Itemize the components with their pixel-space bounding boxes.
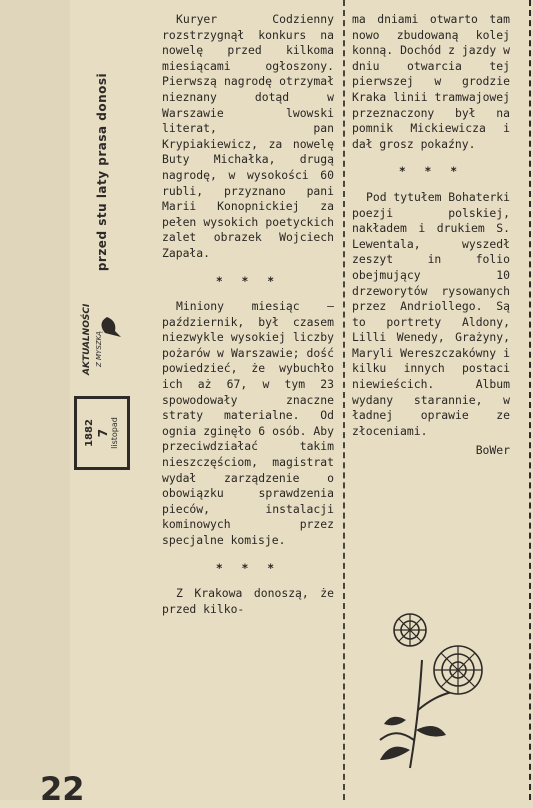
paragraph-pozary: Miniony miesiąc — październik, był czasem niezwykle wysokiej liczby pożarów w Warszawie; dość powiedzieć, że wybuchło ich aż 67, w tym 23 spowodowały znaczne straty materialne. Od ognia zginęło 6 osób. Aby przeciwdziałać takim nieszczęściom, magistrat wydał zarządzenie o obowiązku sprawdzenia pieców, instalacji kominowych przez specjalne komisje. [162, 299, 334, 547]
date-month: listopad [110, 417, 119, 449]
svg-text:Z MYSZKĄ: Z MYSZKĄ [95, 331, 103, 367]
paragraph-krakow: Z Krakowa donoszą, że przed kilko- [162, 586, 334, 616]
page-number: 22 [40, 770, 85, 808]
section-heading-text: przed stu laty prasa donosi [95, 72, 109, 272]
paragraph-krakow-cont: ma dniami otwarto tam nowo zbudowaną kolej konną. Dochód z jazdy w dniu otwarcia tej pierwszej w grodzie Kraka linii tramwajowej przeznaczony był na pomnik Mickiewicza i dał grosz pokaźny. [352, 12, 510, 151]
column-left [162, 12, 334, 617]
svg-text:AKTUALNOŚCI: AKTUALNOŚCI [82, 303, 92, 375]
section-heading [90, 72, 114, 272]
separator-stars: * * * [215, 560, 281, 575]
signature: BoWer [475, 443, 510, 458]
flower-illustration [370, 600, 490, 770]
paragraph-bohaterki: Pod tytułem Bohaterki poezji polskiej, nakładem i drukiem S. Lewentala, wyszedł zeszyt in folio obejmujący 10 drzeworytów rysowanych przez Andriollego. Są to portrety Aldony, Lilli Wenedy, Grażyny, Maryli Wereszczakówny i kilku innych postaci niewieścich. Album wydany starannie, w ładnej oprawie ze złoceniami. [352, 189, 511, 438]
page-edge-rule [529, 0, 531, 800]
separator-stars: * * * [215, 273, 281, 288]
paragraph-kuryer: Kuryer Codzienny rozstrzygnął konkurs na nowelę przed kilkoma miesiącami ogłoszony. Pierwszą nagrodę otrzymał nieznany dotąd w Warszawie lwowski literat, pan Krypiakiewicz, za nowelę Buty Michałka, drugą nagrodę, w wysokości 60 rubli, przyznano pani Marii Konopnickiej za pełen wysokich poetyckich zalet obrazek Wojciech Zapała. [162, 12, 334, 260]
date-day: 7 [96, 428, 110, 438]
date-year: 1882 [84, 419, 95, 447]
page-margin [0, 0, 70, 800]
column-logo [72, 298, 134, 386]
column-right [352, 12, 510, 459]
date-box [74, 396, 130, 470]
column-divider [343, 0, 345, 800]
separator-stars: * * * [398, 164, 464, 179]
